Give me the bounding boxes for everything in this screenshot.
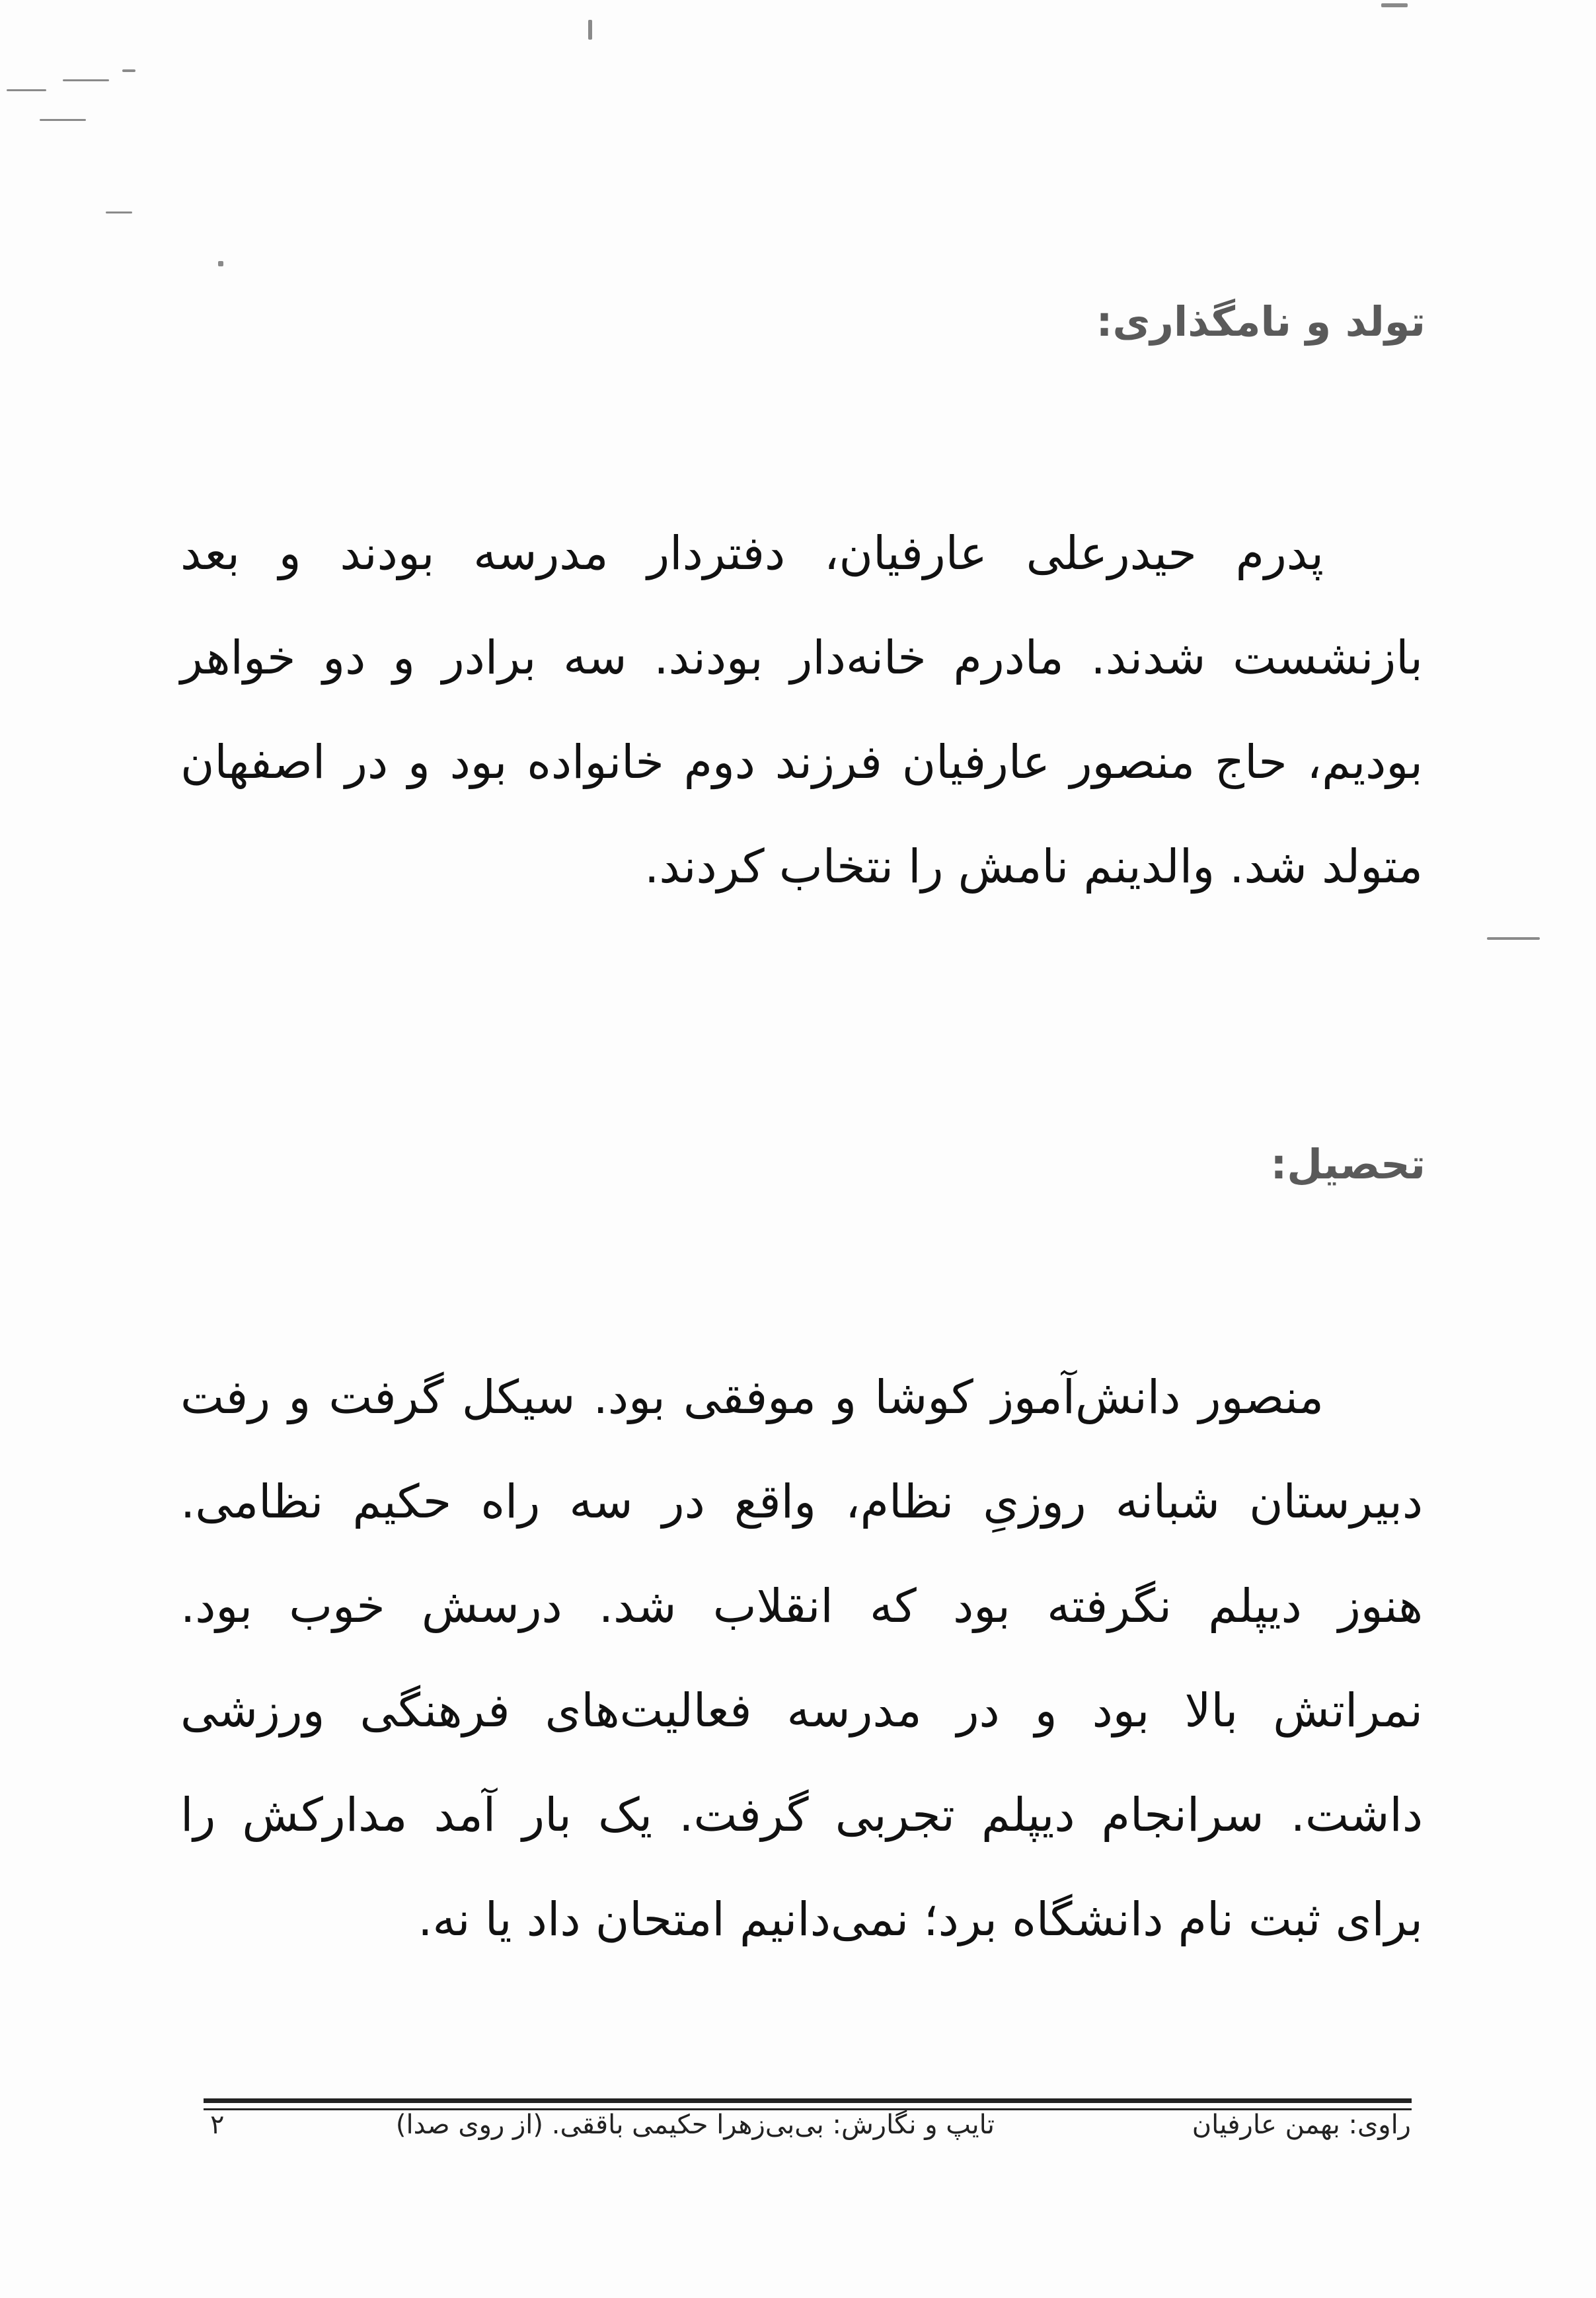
footer-narrator: راوی: بهمن عارفیان bbox=[1192, 2110, 1411, 2140]
paragraph-line: هنوز دیپلم نگرفته بود که انقلاب شد. درسش خوب بود. bbox=[180, 1579, 1423, 1633]
paragraph-line: متولد شد. والدینم نامش را نتخاب کردند. bbox=[644, 839, 1423, 894]
page-number: ۲ bbox=[210, 2110, 225, 2140]
paragraph-line: بازنشست شدند. مادرم خانه‌دار بودند. سه برادر و دو خواهر bbox=[180, 631, 1423, 685]
paragraph-line: دبیرستان شبانه روزیِ نظام، واقع در سه راه حکیم نظامی. bbox=[180, 1475, 1423, 1529]
section-paragraph-education bbox=[180, 1345, 1423, 1972]
section-heading-education: تحصیل: bbox=[1270, 1140, 1425, 1188]
paragraph-line: منصور دانش‌آموز کوشا و موفقی بود. سیکل گرفت و رفت bbox=[180, 1370, 1324, 1424]
footer-divider bbox=[204, 2098, 1412, 2103]
footer-typist: تایپ و نگارش: بی‌بی‌زهرا حکیمی باققی. (از روی صدا) bbox=[395, 2110, 995, 2140]
paragraph-line: داشت. سرانجام دیپلم تجربی گرفت. یک بار آمد مدارکش را bbox=[180, 1788, 1423, 1842]
paragraph-line: نمراتش بالا بود و در مدرسه فعالیت‌های فرهنگی ورزشی bbox=[180, 1683, 1423, 1738]
paragraph-line: بودیم، حاج منصور عارفیان فرزند دوم خانواده بود و در اصفهان bbox=[180, 735, 1423, 789]
paragraph-line: برای ثبت نام دانشگاه برد؛ نمی‌دانیم امتحان داد یا نه. bbox=[418, 1892, 1423, 1946]
section-paragraph-birth bbox=[180, 501, 1423, 919]
section-heading-birth: تولد و نامگذاری: bbox=[1096, 297, 1425, 346]
paragraph-line: پدرم حیدرعلی عارفیان، دفتردار مدرسه بودند و بعد bbox=[180, 526, 1324, 580]
